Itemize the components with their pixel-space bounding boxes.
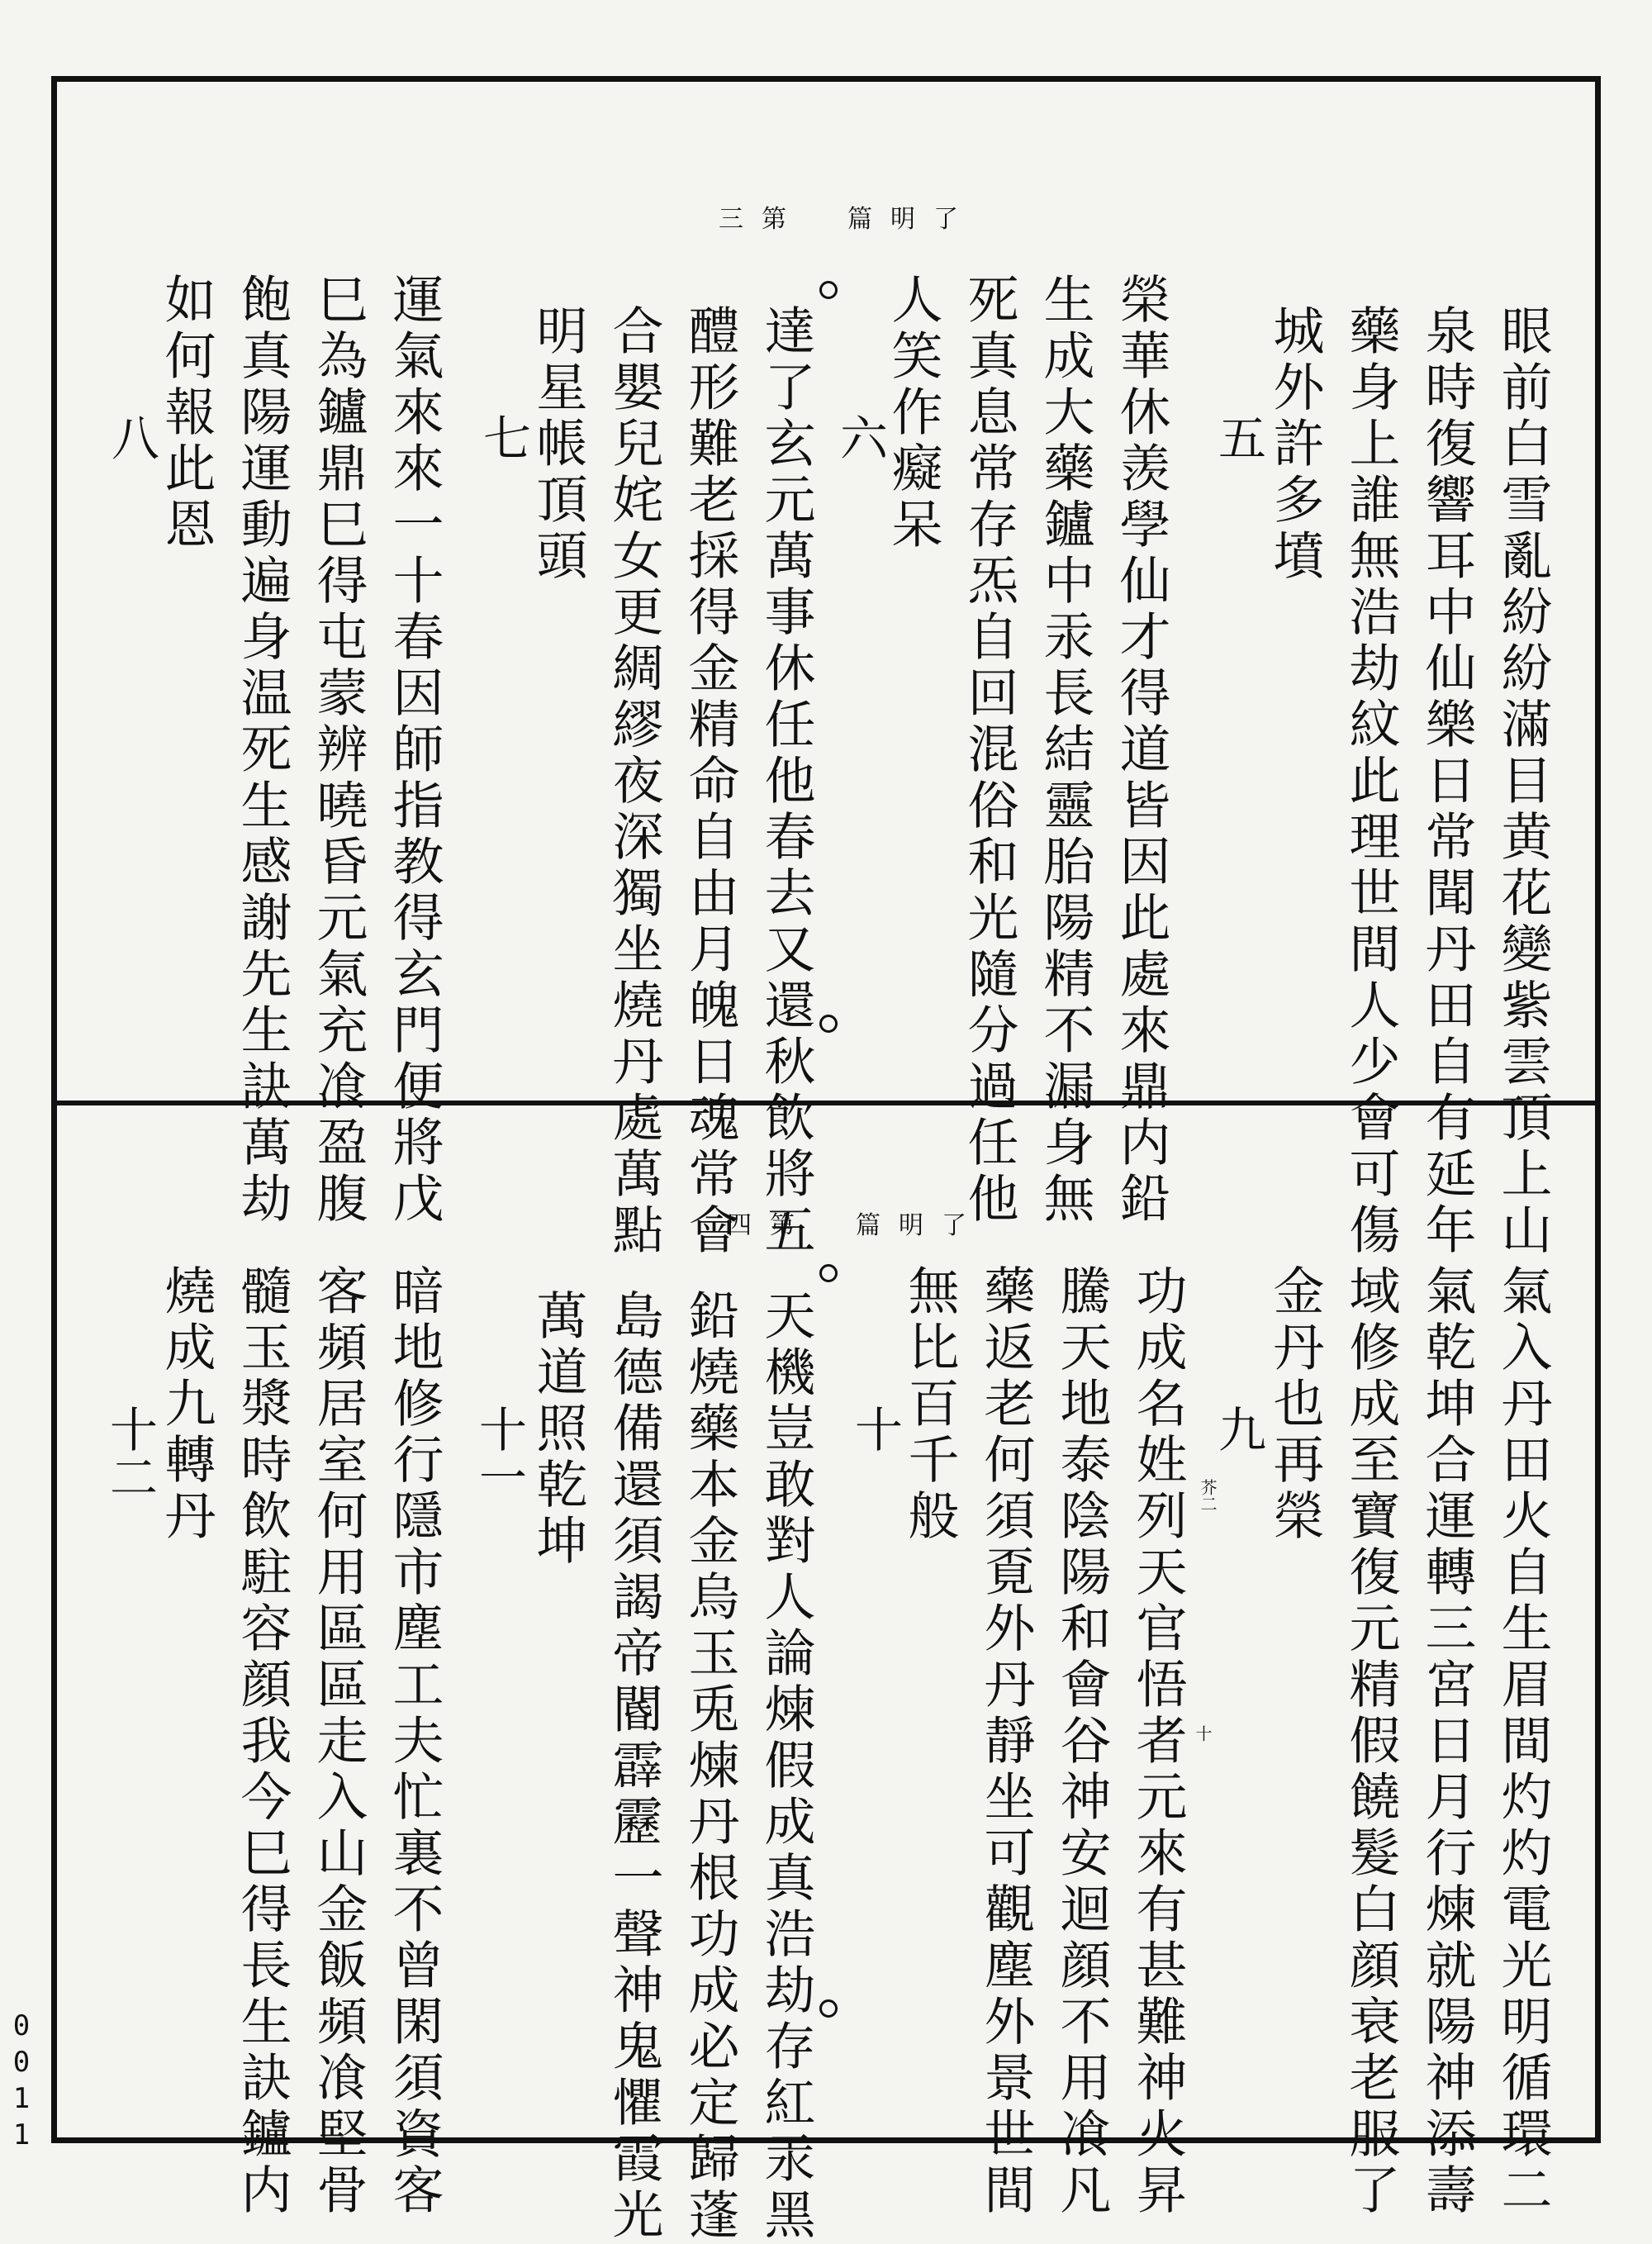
section-number: 十二 (102, 1405, 158, 1500)
text-column: 眼前白雪亂紛紛滿目黄花變紫雲頂上山 (1493, 304, 1553, 1259)
marginal-note: 十 (1193, 1725, 1213, 1742)
section-number: 八 (103, 413, 159, 461)
top-running-header: 三第 篇明了 (719, 205, 976, 234)
text-column: 生成大藥鑪中汞長結靈胎陽精不漏身無 (1035, 273, 1095, 1228)
text-column: 金丹也再榮 (1265, 1264, 1325, 1545)
text-column: 功成名姓列天官悟者元來有甚難神火昇 (1127, 1264, 1188, 2219)
text-column: 如何報此恩 (156, 273, 216, 554)
text-column: 醴形難老採得金精命自由月魄日魂常會 (680, 304, 740, 1259)
text-column: 暗地修行隱市塵工夫忙裏不曾閑須資客 (384, 1264, 444, 2219)
text-column: 髓玉漿時飲駐容顔我今巳得長生訣鑪内 (232, 1264, 292, 2219)
section-number: 七 (475, 413, 531, 461)
text-column: 城外許多墳 (1265, 304, 1325, 585)
text-column: 氣乾坤合運轉三宮日月行煉就陽神添壽 (1417, 1264, 1477, 2219)
text-column: 人笑作癡呆 (883, 273, 943, 554)
text-column: 泉時復響耳中仙樂日常聞丹田自有延年 (1417, 304, 1477, 1259)
text-column: 域修成至寶復元精假饒髮白顔衰老服了 (1341, 1264, 1401, 2219)
text-column: 無比百千般 (900, 1264, 960, 1545)
text-column: 死真息常存炁自回混俗和光隨分過任他 (959, 273, 1019, 1228)
text-column: 燒成九轉丹 (156, 1264, 216, 1545)
text-column: 明星帳頂頭 (528, 304, 588, 585)
section-number: 九 (1210, 1405, 1266, 1452)
text-column: 鉛燒藥本金烏玉兎煉丹根功成必定歸蓬 (680, 1289, 740, 2244)
section-number: 十一 (471, 1405, 527, 1500)
bottom-running-header: 四第 篇明了 (727, 1211, 985, 1240)
text-column: 萬道照乾坤 (528, 1289, 588, 1570)
text-column: 藥身上誰無浩劫紋此理世間人少會可傷 (1341, 304, 1401, 1259)
marginal-note: 芥二 (1198, 1479, 1218, 1512)
text-column: 天機豈敢對人論煉假成真浩劫存紅汞黑 (756, 1289, 816, 2244)
text-column: 榮華休羡學仙才得道皆因此處來鼎内鉛 (1111, 273, 1171, 1228)
punctuation-circle (819, 1999, 838, 2018)
text-column: 藥返老何須覔外丹靜坐可觀塵外景世間 (976, 1264, 1036, 2219)
punctuation-circle (819, 1015, 838, 1033)
section-number: 五 (1210, 413, 1266, 461)
page-number: 0011 (12, 2009, 31, 2151)
text-column: 飽真陽運動遍身温死生感謝先生訣萬劫 (232, 273, 292, 1228)
text-column: 客頻居室何用區區走入山金飯頻飡堅骨 (308, 1264, 368, 2219)
punctuation-circle (819, 1264, 838, 1282)
text-column: 騰天地泰陰陽和會谷神安迴顔不用飡凡 (1051, 1264, 1112, 2219)
text-column: 合嬰兒姹女更綢繆夜深獨坐燒丹處萬點 (604, 304, 664, 1259)
punctuation-circle (819, 281, 838, 299)
text-column: 巳為鑪鼎巳得屯蒙辨曉昏元氣充飡盈腹 (308, 273, 368, 1228)
text-column: 島德備還須謁帝閽霹靂一聲神鬼懼霞光 (604, 1289, 664, 2244)
text-column: 氣入丹田火自生眉間灼灼電光明循環二 (1493, 1264, 1553, 2219)
section-number: 六 (832, 413, 888, 461)
text-column: 達了玄元萬事休任他春去又還秋飲將五 (756, 304, 816, 1259)
text-column: 運氣來來一十春因師指教得玄門便將戊 (384, 273, 444, 1228)
section-number: 十 (847, 1405, 903, 1452)
